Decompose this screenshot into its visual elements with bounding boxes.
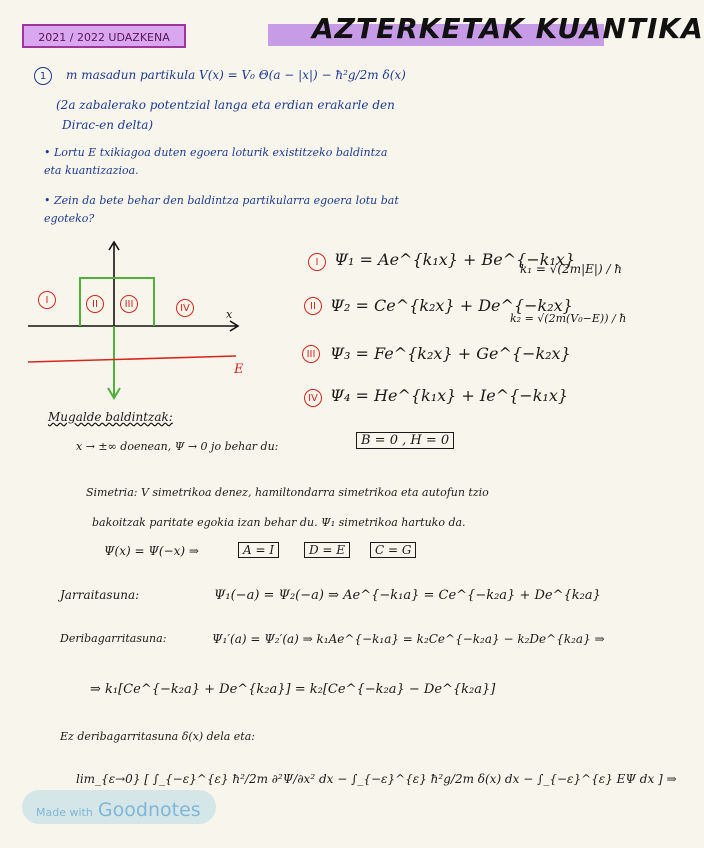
symmetry-prefix: Ψ(x) = Ψ(−x) ⇒ bbox=[104, 544, 199, 558]
derivability-label: Deribagarritasuna: bbox=[60, 632, 167, 645]
derivability-result: ⇒ k₁[Ce^{−k₂a} + De^{k₂a}] = k₂[Ce^{−k₂a} − De^{k₂a}] bbox=[90, 682, 496, 697]
conditions-heading: Mugalde baldintzak: bbox=[48, 410, 173, 424]
symmetry-result-a: A = I bbox=[238, 542, 279, 558]
problem-line: • Zein da bete behar den baldintza partikularra egoera lotu bat bbox=[44, 194, 399, 207]
continuity-equation: Ψ₁(−a) = Ψ₂(−a) ⇒ Ae^{−k₁a} = Ce^{−k₂a} + De^{k₂a} bbox=[214, 588, 601, 603]
energy-label: E bbox=[234, 362, 244, 377]
derivability-equation: Ψ₁′(a) = Ψ₂′(a) ⇒ k₁Ae^{−k₁a} = k₂Ce^{−k₂a} − k₂De^{k₂a} ⇒ bbox=[212, 632, 605, 646]
problem-line: • Lortu E txikiagoa duten egoera loturik existitzeko baldintza bbox=[44, 146, 388, 159]
k2-definition: k₂ = √(2m(V₀−E)) / ħ bbox=[510, 312, 627, 325]
problem-line: Dirac-en delta) bbox=[62, 118, 154, 132]
energy-level bbox=[28, 356, 236, 362]
region-marker: II bbox=[86, 292, 104, 313]
psi2-equation: Ψ₂ = Ce^{k₂x} + De^{−k₂x} bbox=[330, 296, 573, 315]
solution-marker: IV bbox=[304, 386, 322, 407]
limit-line: x → ±∞ doenean, Ψ → 0 jo behar du: bbox=[76, 440, 279, 453]
symmetry-result-c: C = G bbox=[370, 542, 416, 558]
solution-marker: III bbox=[302, 342, 320, 363]
psi4-equation: Ψ₄ = He^{k₁x} + Ie^{−k₁x} bbox=[330, 386, 569, 405]
region-marker: IV bbox=[176, 296, 194, 317]
problem-line: eta kuantizazioa. bbox=[44, 164, 139, 177]
page-title: AZTERKETAK KUANTIKA bbox=[312, 12, 704, 45]
region-marker: III bbox=[120, 292, 138, 313]
delta-limit-equation: lim_{ε→0} [ ∫_{−ε}^{ε} ħ²/2m ∂²Ψ/∂x² dx − ∫_{−ε}^{ε} ħ²g/2m δ(x) dx − ∫_{−ε}^{ε} EΨ dx ] ⇒ bbox=[76, 772, 677, 786]
watermark-text bbox=[36, 799, 201, 821]
limit-result: B = 0 , H = 0 bbox=[356, 432, 454, 449]
solution-marker: II bbox=[304, 294, 322, 315]
continuity-label: Jarraitasuna: bbox=[60, 588, 140, 602]
potential-graph bbox=[24, 236, 264, 406]
x-axis-label: x bbox=[226, 308, 233, 321]
watermark-brand: Goodnotes bbox=[97, 799, 201, 821]
psi3-equation: Ψ₃ = Fe^{k₂x} + Ge^{−k₂x} bbox=[330, 344, 571, 363]
problem-line: (2a zabalerako potentzial langa eta erdian erakarle den bbox=[56, 98, 395, 112]
nonderiv-label: Ez deribagarritasuna δ(x) dela eta: bbox=[60, 730, 255, 743]
symmetry-result-b: D = E bbox=[304, 542, 350, 558]
problem-number: 1 bbox=[34, 64, 52, 85]
solution-marker: I bbox=[308, 250, 326, 271]
date-label: 2021 / 2022 UDAZKENA bbox=[22, 24, 186, 48]
watermark-made-with: Made with bbox=[36, 806, 93, 819]
symmetry-line: bakoitzak paritate egokia izan behar du. Ψ₁ simetrikoa hartuko da. bbox=[92, 516, 466, 529]
region-marker: I bbox=[38, 288, 56, 309]
k1-definition: k₁ = √(2m|E|) / ħ bbox=[520, 262, 623, 276]
problem-line: egoteko? bbox=[44, 212, 95, 225]
symmetry-line: Simetria: V simetrikoa denez, hamiltondarra simetrikoa eta autofun tzio bbox=[86, 486, 489, 499]
problem-line: m masadun partikula V(x) = V₀ Θ(a − |x|) − ħ²g/2m δ(x) bbox=[66, 68, 406, 82]
psi1-equation: Ψ₁ = Ae^{k₁x} + Be^{−k₁x} bbox=[334, 250, 576, 269]
